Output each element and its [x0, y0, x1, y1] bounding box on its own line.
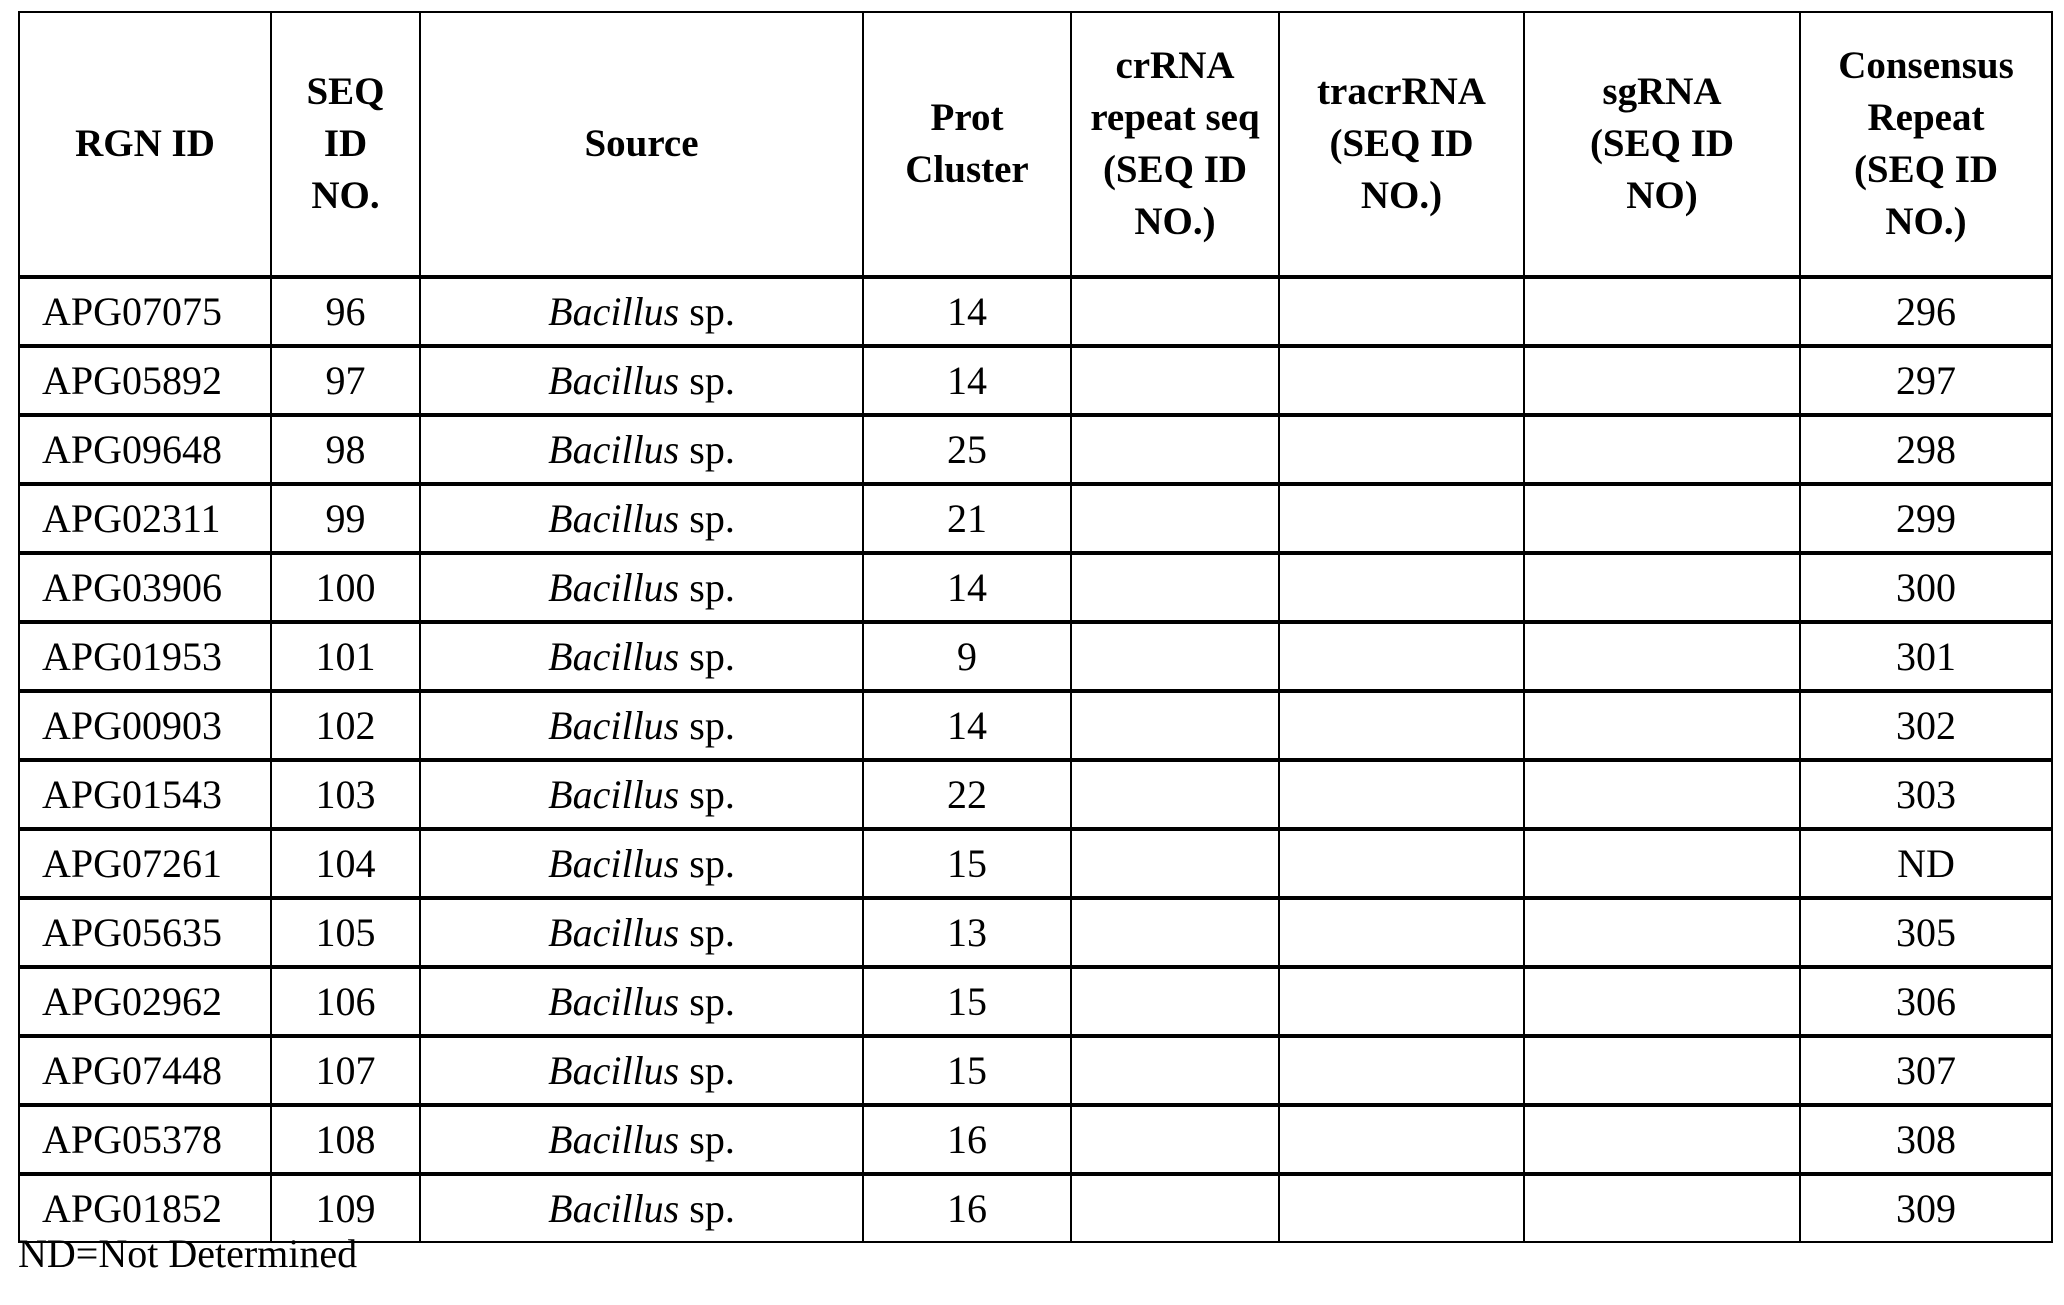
table-row [19, 277, 2052, 346]
rgn-id-cell: APG05892 [19, 346, 271, 415]
table-row [19, 553, 2052, 622]
tracrrna-cell [1279, 622, 1524, 691]
seq-id-cell: 104 [271, 829, 420, 898]
rgn-id-cell: APG01953 [19, 622, 271, 691]
source-species: sp. [689, 1186, 735, 1231]
table-row [19, 898, 2052, 967]
source-genus: Bacillus [548, 910, 679, 955]
source-cell [420, 484, 863, 553]
sgrna-cell [1524, 1174, 1800, 1242]
seq-id-cell: 105 [271, 898, 420, 967]
crrna-cell [1071, 1105, 1279, 1174]
rgn-table [18, 11, 2053, 1243]
table-row [19, 1036, 2052, 1105]
source-species: sp. [689, 772, 735, 817]
consensus-cell: 309 [1800, 1174, 2052, 1242]
prot-cluster-cell: 15 [863, 829, 1071, 898]
table-row [19, 415, 2052, 484]
seq-id-cell: 107 [271, 1036, 420, 1105]
seq-id-cell: 96 [271, 277, 420, 346]
sgrna-cell [1524, 346, 1800, 415]
prot-cluster-cell: 15 [863, 967, 1071, 1036]
header-consensus: Consensus Repeat (SEQ ID NO.) [1800, 12, 2052, 277]
prot-cluster-cell: 21 [863, 484, 1071, 553]
consensus-cell: 302 [1800, 691, 2052, 760]
crrna-cell [1071, 760, 1279, 829]
tracrrna-cell [1279, 553, 1524, 622]
prot-cluster-cell: 14 [863, 277, 1071, 346]
prot-cluster-cell: 14 [863, 553, 1071, 622]
seq-id-cell: 97 [271, 346, 420, 415]
table-row [19, 691, 2052, 760]
crrna-cell [1071, 967, 1279, 1036]
prot-cluster-cell: 25 [863, 415, 1071, 484]
seq-id-cell: 102 [271, 691, 420, 760]
seq-id-cell: 109 [271, 1174, 420, 1242]
sgrna-cell [1524, 622, 1800, 691]
table-row [19, 346, 2052, 415]
sgrna-cell [1524, 967, 1800, 1036]
source-cell [420, 898, 863, 967]
crrna-cell [1071, 484, 1279, 553]
sgrna-cell [1524, 691, 1800, 760]
source-genus: Bacillus [548, 772, 679, 817]
rgn-id-cell: APG03906 [19, 553, 271, 622]
table-row [19, 829, 2052, 898]
header-source: Source [420, 12, 863, 277]
source-cell [420, 277, 863, 346]
source-cell [420, 346, 863, 415]
source-species: sp. [689, 841, 735, 886]
source-cell [420, 1174, 863, 1242]
sgrna-cell [1524, 829, 1800, 898]
source-genus: Bacillus [548, 427, 679, 472]
consensus-cell: 297 [1800, 346, 2052, 415]
tracrrna-cell [1279, 829, 1524, 898]
source-genus: Bacillus [548, 289, 679, 334]
sgrna-cell [1524, 277, 1800, 346]
tracrrna-cell [1279, 898, 1524, 967]
source-genus: Bacillus [548, 358, 679, 403]
rgn-id-cell: APG02311 [19, 484, 271, 553]
source-genus: Bacillus [548, 634, 679, 679]
header-tracrrna: tracrRNA (SEQ ID NO.) [1279, 12, 1524, 277]
seq-id-cell: 106 [271, 967, 420, 1036]
sgrna-cell [1524, 415, 1800, 484]
source-genus: Bacillus [548, 979, 679, 1024]
source-species: sp. [689, 565, 735, 610]
source-species: sp. [689, 634, 735, 679]
tracrrna-cell [1279, 1036, 1524, 1105]
table-row [19, 484, 2052, 553]
source-species: sp. [689, 1117, 735, 1162]
crrna-cell [1071, 898, 1279, 967]
header-prot-cluster: Prot Cluster [863, 12, 1071, 277]
tracrrna-cell [1279, 760, 1524, 829]
seq-id-cell: 99 [271, 484, 420, 553]
crrna-cell [1071, 346, 1279, 415]
rgn-id-cell: APG02962 [19, 967, 271, 1036]
sgrna-cell [1524, 898, 1800, 967]
source-genus: Bacillus [548, 565, 679, 610]
sgrna-cell [1524, 1036, 1800, 1105]
consensus-cell: 298 [1800, 415, 2052, 484]
source-species: sp. [689, 358, 735, 403]
header-crrna: crRNA repeat seq (SEQ ID NO.) [1071, 12, 1279, 277]
source-species: sp. [689, 979, 735, 1024]
source-cell [420, 829, 863, 898]
source-genus: Bacillus [548, 703, 679, 748]
rgn-id-cell: APG07448 [19, 1036, 271, 1105]
crrna-cell [1071, 277, 1279, 346]
source-species: sp. [689, 1048, 735, 1093]
crrna-cell [1071, 1174, 1279, 1242]
sgrna-cell [1524, 484, 1800, 553]
prot-cluster-cell: 14 [863, 691, 1071, 760]
prot-cluster-cell: 9 [863, 622, 1071, 691]
consensus-cell: 296 [1800, 277, 2052, 346]
rgn-id-cell: APG05635 [19, 898, 271, 967]
source-cell [420, 691, 863, 760]
prot-cluster-cell: 15 [863, 1036, 1071, 1105]
consensus-cell: 308 [1800, 1105, 2052, 1174]
source-genus: Bacillus [548, 1117, 679, 1162]
tracrrna-cell [1279, 277, 1524, 346]
crrna-cell [1071, 829, 1279, 898]
source-genus: Bacillus [548, 1048, 679, 1093]
header-rgn-id: RGN ID [19, 12, 271, 277]
consensus-cell: 303 [1800, 760, 2052, 829]
crrna-cell [1071, 415, 1279, 484]
source-cell [420, 967, 863, 1036]
consensus-cell: 301 [1800, 622, 2052, 691]
crrna-cell [1071, 691, 1279, 760]
seq-id-cell: 100 [271, 553, 420, 622]
crrna-cell [1071, 553, 1279, 622]
consensus-cell: 305 [1800, 898, 2052, 967]
table-row [19, 622, 2052, 691]
seq-id-cell: 98 [271, 415, 420, 484]
seq-id-cell: 108 [271, 1105, 420, 1174]
source-cell [420, 622, 863, 691]
header-row [19, 12, 2052, 277]
crrna-cell [1071, 1036, 1279, 1105]
rgn-id-cell: APG07075 [19, 277, 271, 346]
table-row [19, 1105, 2052, 1174]
header-seq-id: SEQ ID NO. [271, 12, 420, 277]
tracrrna-cell [1279, 415, 1524, 484]
prot-cluster-cell: 16 [863, 1174, 1071, 1242]
source-cell [420, 760, 863, 829]
consensus-cell: 307 [1800, 1036, 2052, 1105]
consensus-cell: 306 [1800, 967, 2052, 1036]
table-row [19, 760, 2052, 829]
source-cell [420, 1105, 863, 1174]
crrna-cell [1071, 622, 1279, 691]
prot-cluster-cell: 14 [863, 346, 1071, 415]
tracrrna-cell [1279, 967, 1524, 1036]
consensus-cell: 300 [1800, 553, 2052, 622]
source-species: sp. [689, 427, 735, 472]
header-sgrna: sgRNA (SEQ ID NO) [1524, 12, 1800, 277]
sgrna-cell [1524, 1105, 1800, 1174]
prot-cluster-cell: 16 [863, 1105, 1071, 1174]
tracrrna-cell [1279, 346, 1524, 415]
rgn-id-cell: APG01543 [19, 760, 271, 829]
seq-id-cell: 103 [271, 760, 420, 829]
seq-id-cell: 101 [271, 622, 420, 691]
rgn-id-cell: APG00903 [19, 691, 271, 760]
consensus-cell: 299 [1800, 484, 2052, 553]
rgn-id-cell: APG01852 [19, 1174, 271, 1242]
source-genus: Bacillus [548, 841, 679, 886]
source-genus: Bacillus [548, 1186, 679, 1231]
source-cell [420, 553, 863, 622]
footnote: ND=Not Determined [18, 1230, 357, 1277]
tracrrna-cell [1279, 691, 1524, 760]
sgrna-cell [1524, 760, 1800, 829]
table-row [19, 967, 2052, 1036]
prot-cluster-cell: 13 [863, 898, 1071, 967]
source-species: sp. [689, 703, 735, 748]
sgrna-cell [1524, 553, 1800, 622]
source-species: sp. [689, 496, 735, 541]
tracrrna-cell [1279, 1105, 1524, 1174]
source-species: sp. [689, 910, 735, 955]
consensus-cell: ND [1800, 829, 2052, 898]
source-cell [420, 415, 863, 484]
source-genus: Bacillus [548, 496, 679, 541]
rgn-id-cell: APG09648 [19, 415, 271, 484]
tracrrna-cell [1279, 1174, 1524, 1242]
source-species: sp. [689, 289, 735, 334]
source-cell [420, 1036, 863, 1105]
prot-cluster-cell: 22 [863, 760, 1071, 829]
tracrrna-cell [1279, 484, 1524, 553]
rgn-id-cell: APG07261 [19, 829, 271, 898]
rgn-id-cell: APG05378 [19, 1105, 271, 1174]
